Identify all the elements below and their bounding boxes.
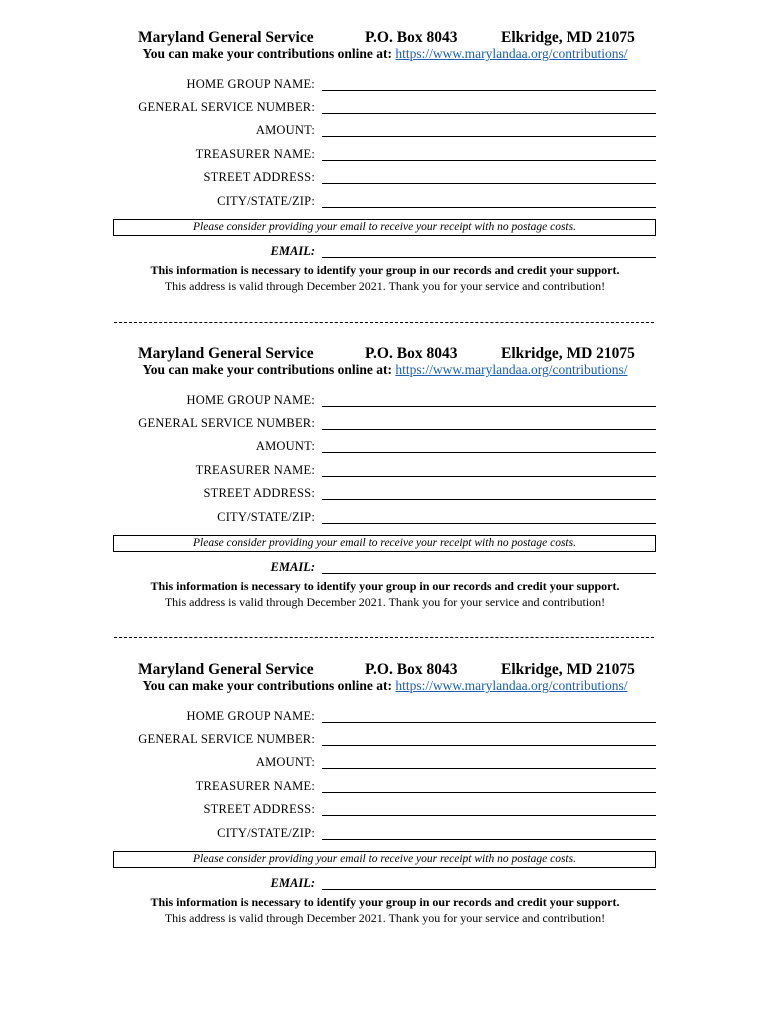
- amount-field: [0, 123, 770, 143]
- email-notice-box: Please consider providing your email to receive your receipt with no postage costs.: [113, 535, 656, 552]
- city-state-zip-input-line[interactable]: [322, 839, 656, 840]
- email-notice-box: Please consider providing your email to receive your receipt with no postage costs.: [113, 219, 656, 236]
- city-state-zip-label: CITY/STATE/ZIP:: [217, 826, 315, 840]
- email-input-line[interactable]: [322, 257, 656, 258]
- treasurer-input-line[interactable]: [322, 160, 656, 161]
- city-line: Elkridge, MD 21075: [501, 29, 635, 46]
- gsn-label: GENERAL SERVICE NUMBER:: [138, 100, 315, 114]
- online-contribution-line: [0, 46, 770, 62]
- gsn-input-line[interactable]: [322, 745, 656, 746]
- po-box: P.O. Box 8043: [365, 345, 458, 362]
- amount-input-line[interactable]: [322, 768, 656, 769]
- treasurer-field: [0, 779, 770, 799]
- home-group-input-line[interactable]: [322, 90, 656, 91]
- street-label: STREET ADDRESS:: [203, 170, 315, 184]
- gsn-field: [0, 416, 770, 436]
- gsn-field: [0, 100, 770, 120]
- gsn-field: [0, 732, 770, 752]
- email-label: EMAIL:: [270, 244, 315, 258]
- amount-input-line[interactable]: [322, 452, 656, 453]
- amount-input-line[interactable]: [322, 136, 656, 137]
- home-group-field: [0, 709, 770, 729]
- email-label: EMAIL:: [270, 876, 315, 890]
- email-label: EMAIL:: [270, 560, 315, 574]
- amount-field: [0, 755, 770, 775]
- email-input-line[interactable]: [322, 573, 656, 574]
- city-state-zip-field: [0, 826, 770, 846]
- validity-statement: This address is valid through December 2021. Thank you for your service and contribution!: [164, 595, 606, 609]
- gsn-input-line[interactable]: [322, 429, 656, 430]
- po-box: P.O. Box 8043: [365, 661, 458, 678]
- amount-field: [0, 439, 770, 459]
- city-state-zip-label: CITY/STATE/ZIP:: [217, 510, 315, 524]
- contribution-slip-1: [0, 29, 770, 345]
- city-state-zip-field: [0, 510, 770, 530]
- email-input-line[interactable]: [322, 889, 656, 890]
- contributions-link[interactable]: https://www.marylandaa.org/contributions/: [395, 362, 628, 377]
- contribution-slip-3: [0, 661, 770, 977]
- treasurer-field: [0, 147, 770, 167]
- gsn-label: GENERAL SERVICE NUMBER:: [138, 416, 315, 430]
- street-input-line[interactable]: [322, 499, 656, 500]
- info-statement: This information is necessary to identify your group in our records and credit your support.: [150, 579, 620, 593]
- home-group-input-line[interactable]: [322, 406, 656, 407]
- street-field: [0, 802, 770, 822]
- home-group-field: [0, 77, 770, 97]
- treasurer-label: TREASURER NAME:: [195, 779, 315, 793]
- street-input-line[interactable]: [322, 815, 656, 816]
- city-line: Elkridge, MD 21075: [501, 345, 635, 362]
- validity-statement: This address is valid through December 2021. Thank you for your service and contribution!: [164, 279, 606, 293]
- online-contribution-line: [0, 678, 770, 694]
- street-field: [0, 486, 770, 506]
- cut-line-1: [114, 322, 654, 323]
- cut-line-2: [114, 637, 654, 638]
- org-name: Maryland General Service: [138, 345, 314, 362]
- online-prefix: You can make your contributions online at:: [142, 46, 393, 61]
- org-name: Maryland General Service: [138, 661, 314, 678]
- street-label: STREET ADDRESS:: [203, 802, 315, 816]
- city-state-zip-field: [0, 194, 770, 214]
- city-line: Elkridge, MD 21075: [501, 661, 635, 678]
- treasurer-field: [0, 463, 770, 483]
- contribution-slip-2: [0, 345, 770, 661]
- street-input-line[interactable]: [322, 183, 656, 184]
- email-notice-box: Please consider providing your email to receive your receipt with no postage costs.: [113, 851, 656, 868]
- treasurer-input-line[interactable]: [322, 792, 656, 793]
- street-label: STREET ADDRESS:: [203, 486, 315, 500]
- gsn-label: GENERAL SERVICE NUMBER:: [138, 732, 315, 746]
- street-field: [0, 170, 770, 190]
- gsn-input-line[interactable]: [322, 113, 656, 114]
- po-box: P.O. Box 8043: [365, 29, 458, 46]
- contributions-link[interactable]: https://www.marylandaa.org/contributions/: [395, 46, 628, 61]
- city-state-zip-label: CITY/STATE/ZIP:: [217, 194, 315, 208]
- home-group-input-line[interactable]: [322, 722, 656, 723]
- amount-label: AMOUNT:: [255, 439, 315, 453]
- org-name: Maryland General Service: [138, 29, 314, 46]
- validity-statement: This address is valid through December 2021. Thank you for your service and contribution!: [164, 911, 606, 925]
- home-group-label: HOME GROUP NAME:: [186, 709, 315, 723]
- online-prefix: You can make your contributions online at:: [142, 362, 393, 377]
- online-prefix: You can make your contributions online at:: [142, 678, 393, 693]
- city-state-zip-input-line[interactable]: [322, 523, 656, 524]
- home-group-field: [0, 393, 770, 413]
- home-group-label: HOME GROUP NAME:: [186, 77, 315, 91]
- amount-label: AMOUNT:: [255, 123, 315, 137]
- home-group-label: HOME GROUP NAME:: [186, 393, 315, 407]
- city-state-zip-input-line[interactable]: [322, 207, 656, 208]
- treasurer-input-line[interactable]: [322, 476, 656, 477]
- treasurer-label: TREASURER NAME:: [195, 147, 315, 161]
- info-statement: This information is necessary to identify your group in our records and credit your support.: [150, 263, 620, 277]
- amount-label: AMOUNT:: [255, 755, 315, 769]
- info-statement: This information is necessary to identify your group in our records and credit your support.: [150, 895, 620, 909]
- contributions-link[interactable]: https://www.marylandaa.org/contributions/: [395, 678, 628, 693]
- online-contribution-line: [0, 362, 770, 378]
- treasurer-label: TREASURER NAME:: [195, 463, 315, 477]
